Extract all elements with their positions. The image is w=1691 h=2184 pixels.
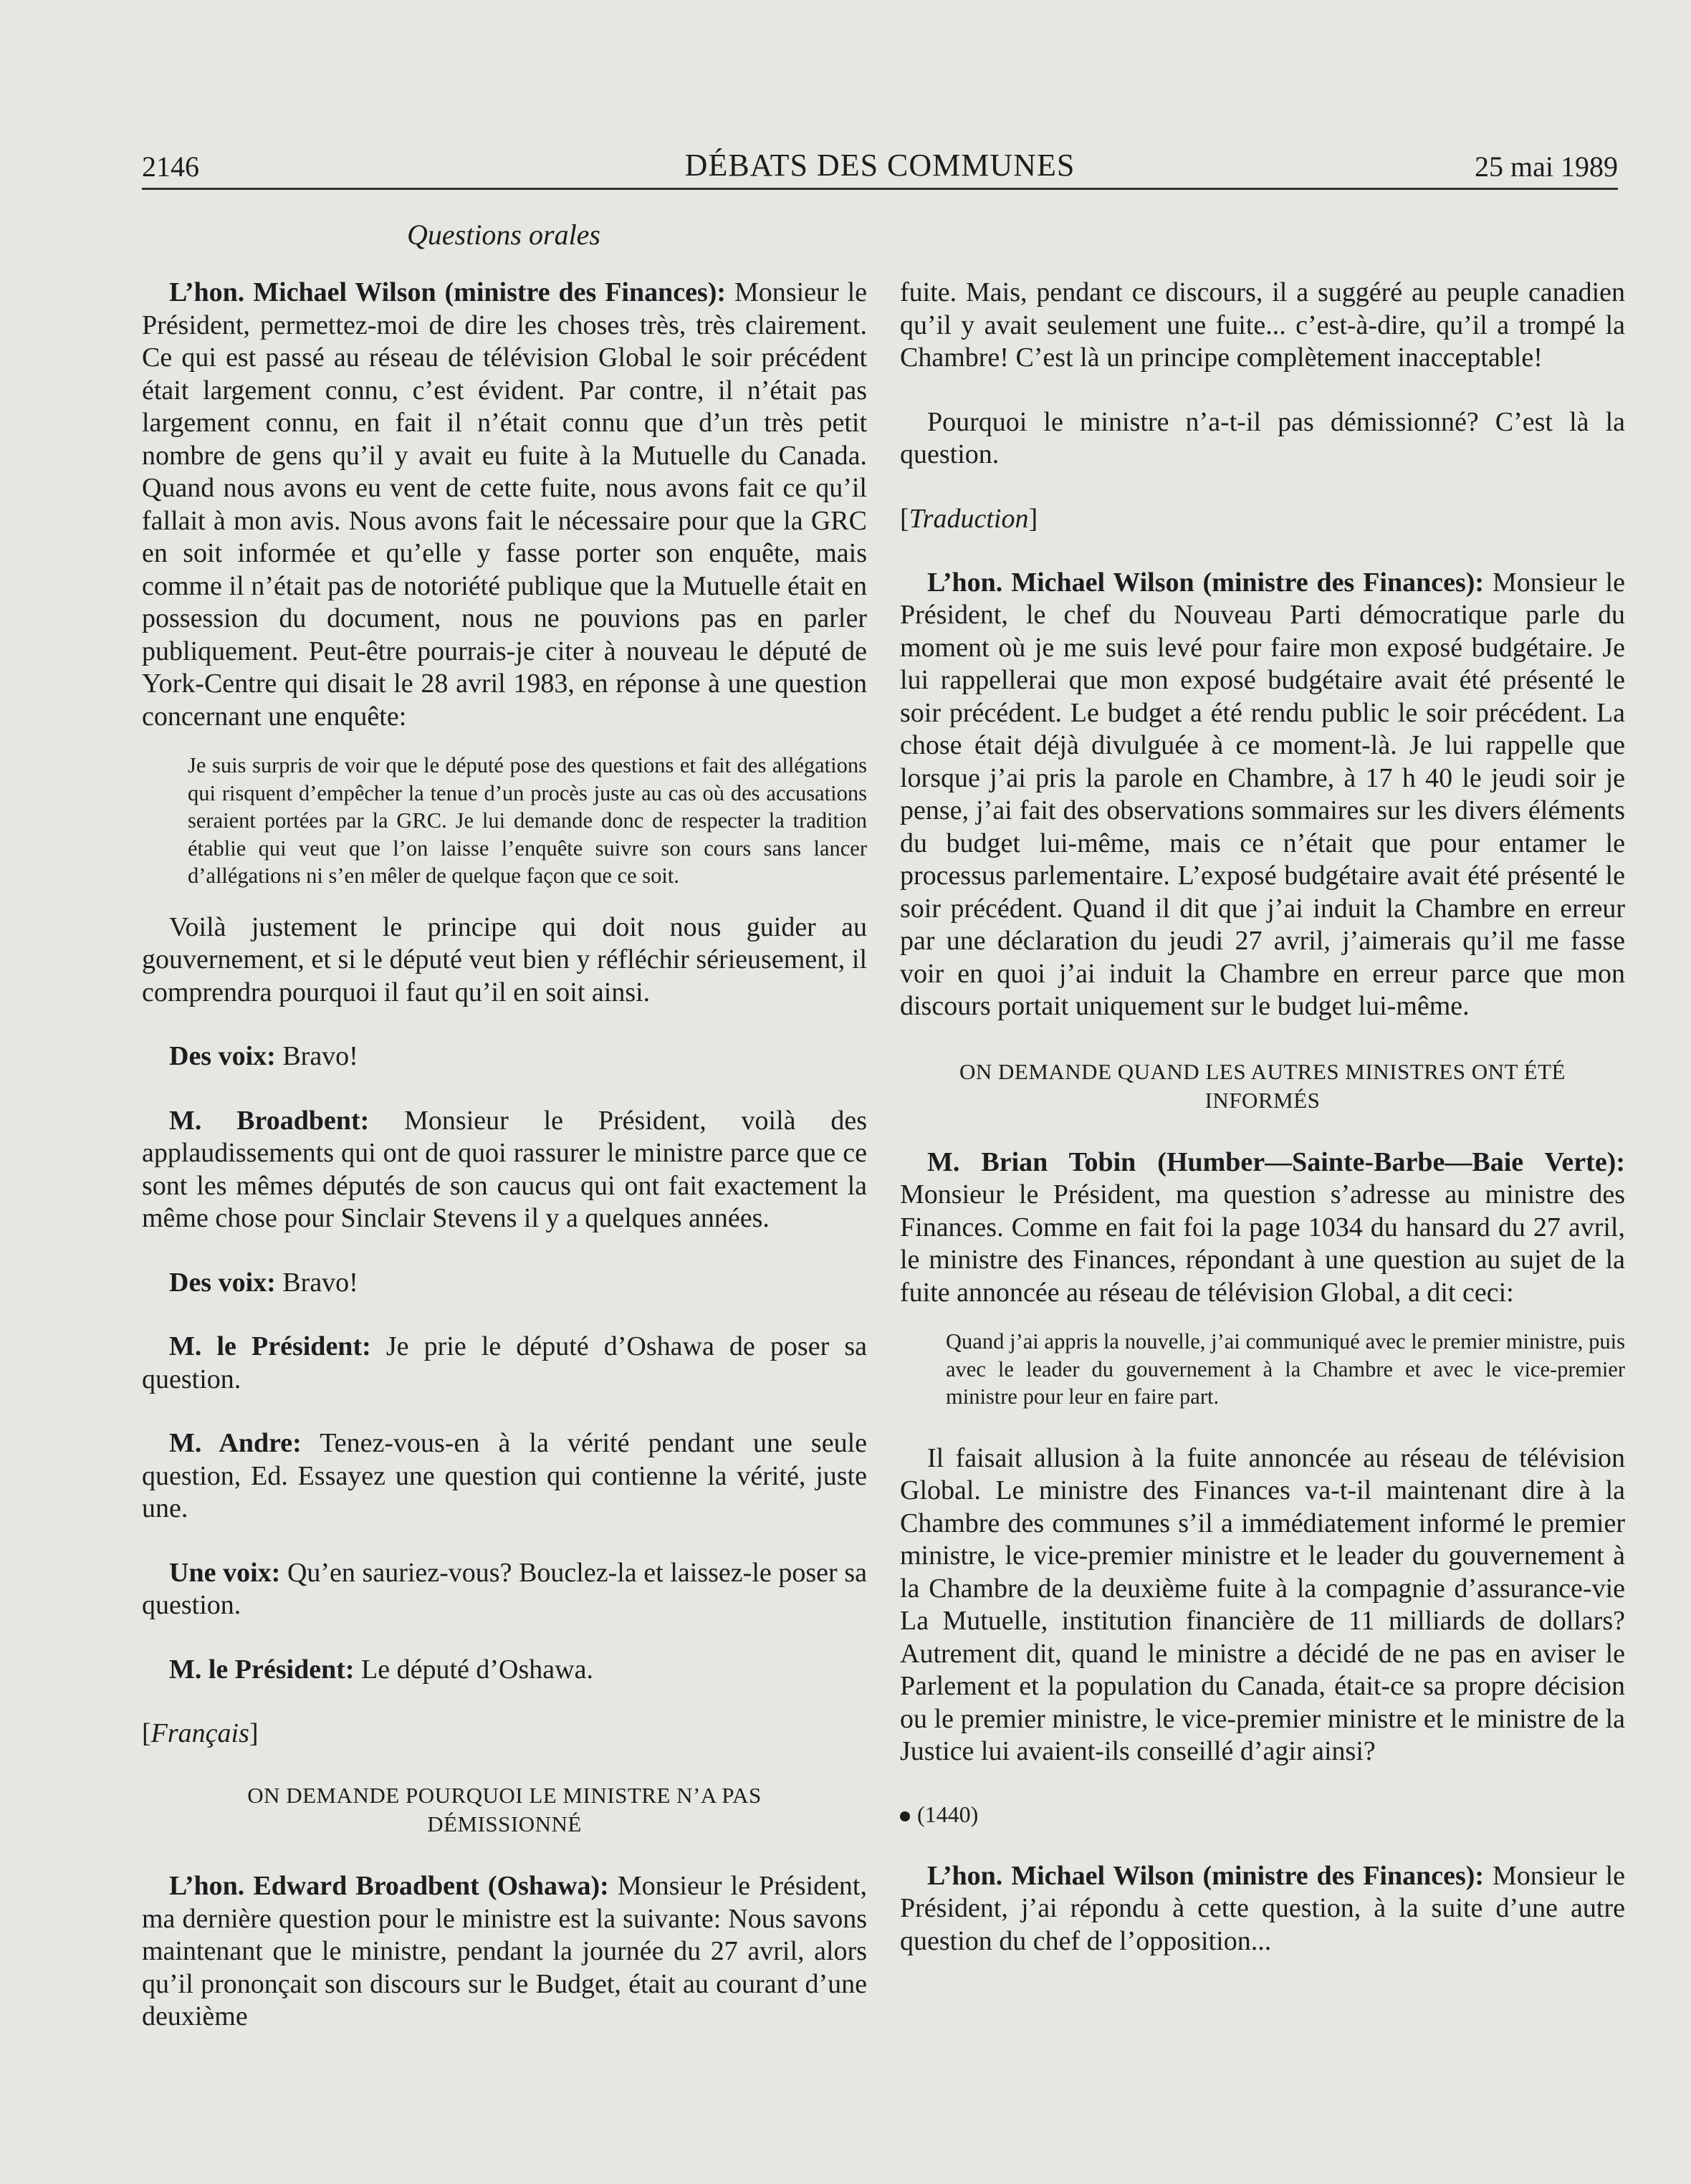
subheading-line: DÉMISSIONNÉ — [427, 1811, 582, 1836]
speech-text: Monsieur le Président, le chef du Nouveau Parti démocratique parle du moment où je me suis levé pour faire mon exposé budgétaire. Je lui rappellerai que mon exposé budgétaire avait été présenté le soir précédent. Le budget a été rendu public le soir précédent. La chose était déjà divulguée à ce moment-là. Je lui rappelle que lorsque j’ai pris la parole en Chambre, à 17 h 40 le jeudi soir je pense, j’ai fait des observations sommaires sur les divers éléments du budget lui-même, mais ce n’était que pour entamer le processus parlementaire. L’exposé budgétaire avait été présenté le soir précédent. Quand il dit que j’ai induit la Chambre en erreur par une déclaration du jeudi 27 avril, j’aimerais qu’il me fasse voir en quoi j’ai induit la Chambre en erreur parce que mon discours portait uniquement sur le budget lui-même. — [900, 567, 1626, 1021]
right-column — [900, 277, 1625, 1958]
time-marker — [900, 1800, 1625, 1829]
speaker-name: L’hon. Michael Wilson (ministre des Finances): — [927, 567, 1485, 598]
section-title: Questions orales — [407, 219, 600, 251]
page-number: 2146 — [142, 150, 199, 183]
paragraph — [142, 1427, 867, 1526]
paragraph — [900, 1860, 1625, 1958]
paragraph — [142, 1331, 867, 1396]
speech-text: Je prie le député d’Oshawa de poser sa question. — [142, 1331, 867, 1394]
speech-text: Monsieur le Président, ma question s’adresse au ministre des Finances. Comme en fait foi la page 1034 du hansard du 27 avril, le ministre des Finances, répondant à une question au sujet de la fuite annoncée au réseau de télévision Global, a dit ceci: — [900, 1179, 1625, 1308]
speaker-name: Des voix: — [169, 1267, 276, 1298]
speech-text: Bravo! — [275, 1041, 358, 1071]
paragraph — [142, 1040, 867, 1073]
speaker-name: M. le Président: — [169, 1654, 355, 1685]
paragraph — [900, 567, 1625, 1023]
subheading-line: ON DEMANDE POURQUOI LE MINISTRE N’A PAS — [247, 1783, 762, 1808]
speaker-name: M. le Président: — [169, 1331, 371, 1361]
paragraph — [900, 1146, 1625, 1310]
subheading-line: ON DEMANDE QUAND LES AUTRES MINISTRES ONT ÉTÉ — [959, 1058, 1566, 1084]
paragraph: Pourquoi le ministre n’a-t-il pas démissionné? C’est là la question. — [900, 406, 1625, 469]
language-tag: [Français] — [142, 1718, 259, 1748]
subheading — [900, 1058, 1625, 1115]
subheading-line: INFORMÉS — [1204, 1087, 1321, 1113]
paragraph — [142, 1557, 867, 1622]
paragraph — [142, 1267, 867, 1300]
left-column — [142, 277, 867, 2034]
block-quote: Je suis surpris de voir que le député pose des questions et fait des allégations qui risquent d’empêcher la tenue d’un procès juste au cas où des accusations seraient portées par la GRC. Je lui demande donc de respecter la tradition établie qui veut que l’on laisse l’enquête suivre son cours sans lancer d’allégations ni s’en mêler de quelque façon que ce soit. — [188, 753, 867, 888]
speech-text: Bravo! — [275, 1267, 358, 1298]
publication-date: 25 mai 1989 — [1475, 150, 1618, 183]
speaker-name: L’hon. Michael Wilson (ministre des Finances): — [169, 277, 727, 307]
subheading — [142, 1781, 867, 1839]
language-label: Français — [150, 1718, 249, 1748]
speech-text: Monsieur le Président, permettez-moi de dire les choses très, très clairement. Ce qui est passé au réseau de télévision Global le soir précédent était largement connu, c’est évident. Par contre, il n’était pas largement connu, en fait il n’était connu que d’un très petit nombre de gens qu’il y avait eu fuite à la Mutuelle du Canada. Quand nous avons eu vent de cette fuite, nous avons fait ce qu’il fallait à mon avis. Nous avons fait le nécessaire pour que la GRC en soit informée et qu’elle y fasse porter son enquête, mais comme il n’était pas de notoriété publique que la Mutuelle était en possession du document, nous ne pouvions pas en parler publiquement. Peut-être pourrais-je citer à nouveau le député de York-Centre qui disait le 28 avril 1983, en réponse à une question concernant une enquête: — [142, 277, 868, 732]
paragraph: fuite. Mais, pendant ce discours, il a suggéré au peuple canadien qu’il y avait seulement une fuite... c’est-à-dire, qu’il a trompé la Chambre! C’est là un principe complètement inacceptable! — [900, 277, 1625, 373]
speech-text: Le député d’Oshawa. — [354, 1654, 593, 1685]
paragraph — [142, 1870, 867, 2034]
language-label: Traduction — [909, 503, 1029, 534]
paragraph: Voilà justement le principe qui doit nous guider au gouvernement, et si le député veut bien y réfléchir sérieusement, il comprendra pourquoi il faut qu’il en soit ainsi. — [142, 911, 867, 1007]
speaker-name: M. Broadbent: — [169, 1105, 370, 1136]
time-marker-text: (1440) — [917, 1801, 979, 1827]
speech-text: Tenez-vous-en à la vérité pendant une seule question, Ed. Essayez une question qui contienne la vérité, juste une. — [142, 1428, 867, 1523]
speaker-name: M. Andre: — [169, 1428, 302, 1458]
paragraph: Il faisait allusion à la fuite annoncée au réseau de télévision Global. Le ministre des Finances va-t-il maintenant dire à la Chambre des communes s’il a immédiatement informé le premier ministre, le vice-premier ministre et le leader du gouvernement à la Chambre de la deuxième fuite à la compagnie d’assurance-vie La Mutuelle, institution financière de 11 milliards de dollars? Autrement dit, quand le ministre a décidé de ne pas en aviser le Parlement et la population du Canada, était-ce sa propre décision ou le premier ministre, le vice-premier ministre et le ministre de la Justice lui avaient-ils conseillé d’agir ainsi? — [900, 1442, 1625, 1766]
bullet-icon — [900, 1811, 910, 1821]
speaker-name: M. Brian Tobin (Humber—Sainte-Barbe—Baie Verte): — [927, 1146, 1625, 1177]
speaker-name: L’hon. Edward Broadbent (Oshawa): — [169, 1871, 609, 1901]
language-tag: [Traduction] — [900, 503, 1038, 534]
page-header — [142, 143, 1618, 190]
speech-text: Monsieur le Président, j’ai répondu à cette question, à la suite d’une autre question du chef de l’opposition... — [900, 1860, 1626, 1956]
speaker-name: Une voix: — [169, 1557, 281, 1588]
speech-text: Qu’en sauriez-vous? Bouclez-la et laissez-le poser sa question. — [142, 1557, 867, 1620]
paragraph — [142, 277, 867, 733]
block-quote: Quand j’ai appris la nouvelle, j’ai communiqué avec le premier ministre, puis avec le leader du gouvernement à la Chambre et avec le vice-premier ministre pour leur en faire part. — [946, 1329, 1625, 1409]
speaker-name: L’hon. Michael Wilson (ministre des Finances): — [927, 1860, 1485, 1891]
paragraph — [142, 1105, 867, 1235]
publication-title: DÉBATS DES COMMUNES — [684, 148, 1076, 183]
paragraph — [142, 1654, 867, 1687]
speech-text: Monsieur le Président, ma dernière question pour le ministre est la suivante: Nous savons maintenant que le ministre, pendant la journée du 27 avril, alors qu’il prononçait son discours sur le Budget, était au courant d’une deuxième — [142, 1871, 867, 2031]
speaker-name: Des voix: — [169, 1041, 276, 1071]
speech-text: Monsieur le Président, voilà des applaudissements qui ont de quoi rassurer le ministre parce que ce sont les mêmes députés de son caucus qui ont fait exactement la même chose pour Sinclair Stevens il y a quelques années. — [142, 1105, 868, 1233]
